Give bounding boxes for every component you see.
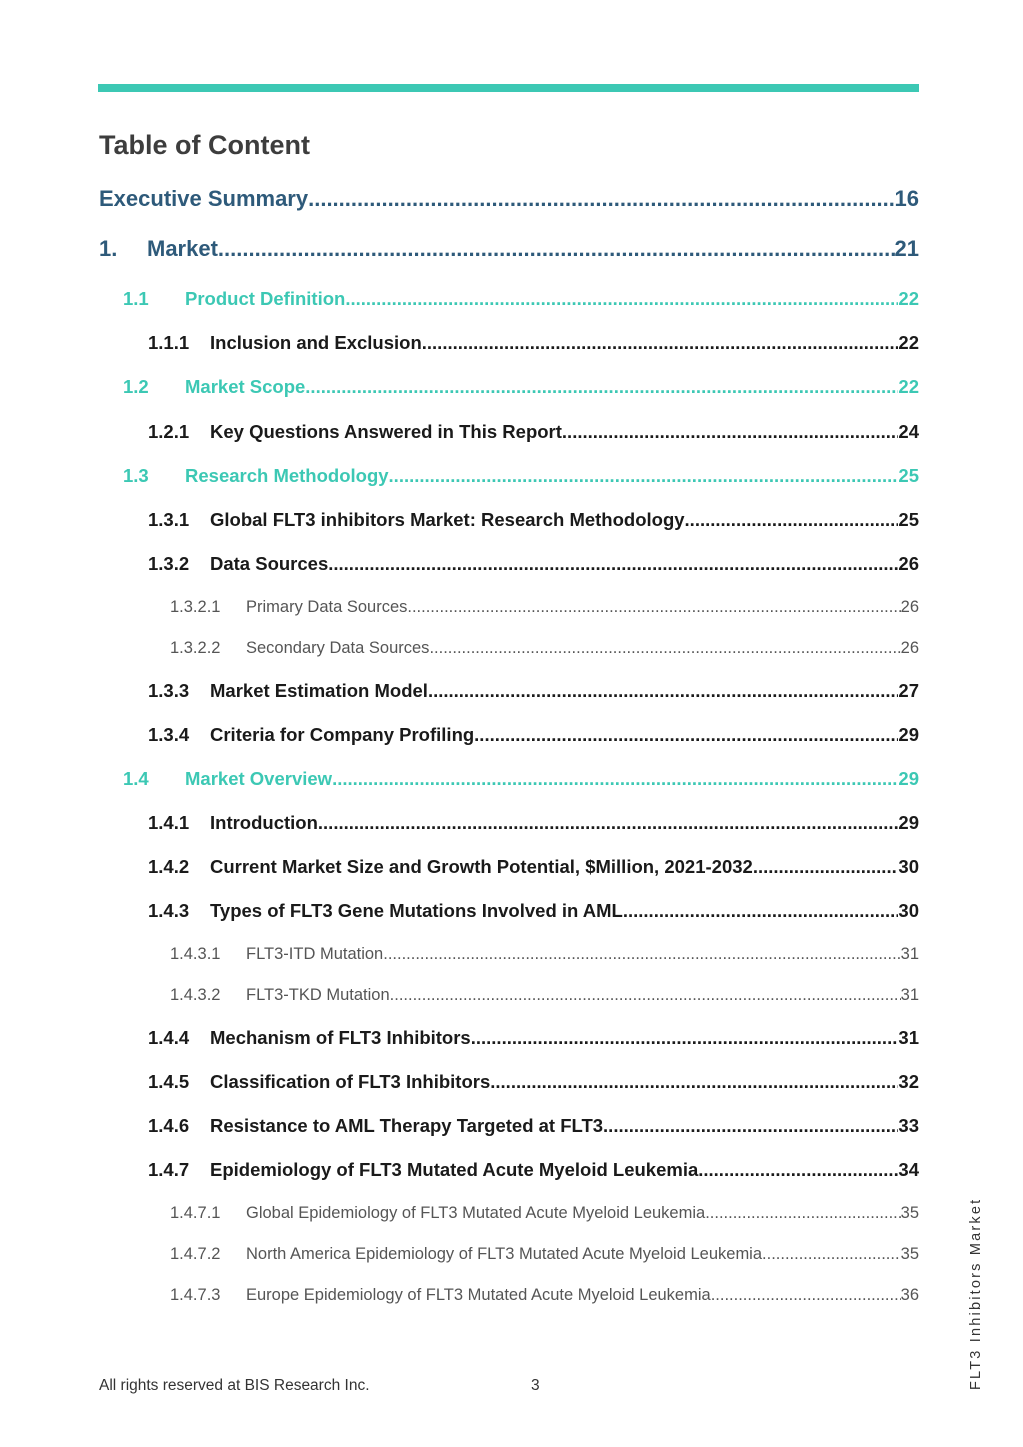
toc-entry-1-2[interactable]: 1.2 Market Scope ..... 22 <box>123 376 919 398</box>
toc-entry-1-4-3-2[interactable]: 1.4.3.2 FLT3-TKD Mutation ..... 31 <box>170 986 919 1005</box>
toc-entry-1-3-2-1[interactable]: 1.3.2.1 Primary Data Sources ..... 26 <box>170 598 919 617</box>
toc-entry-1-3-2[interactable]: 1.3.2 Data Sources ..... 26 <box>148 553 919 575</box>
toc-entry-1-3-3[interactable]: 1.3.3 Market Estimation Model ..... 27 <box>148 680 919 702</box>
toc-entry-1-4-4[interactable]: 1.4.4 Mechanism of FLT3 Inhibitors ..... 31 <box>148 1027 919 1049</box>
toc-entry-executive-summary[interactable]: Executive Summary ..... 16 <box>99 186 919 212</box>
header-accent-bar <box>98 84 919 92</box>
toc-entry-1-4-7[interactable]: 1.4.7 Epidemiology of FLT3 Mutated Acute Myeloid Leukemia ..... 34 <box>148 1159 919 1181</box>
toc-entry-1-3-2-2[interactable]: 1.3.2.2 Secondary Data Sources ..... 26 <box>170 639 919 658</box>
toc-entry-1[interactable]: 1. Market ..... 21 <box>99 236 919 262</box>
toc-entry-1-4-5[interactable]: 1.4.5 Classification of FLT3 Inhibitors ..... 32 <box>148 1071 919 1093</box>
toc-entry-1-1-1[interactable]: 1.1.1 Inclusion and Exclusion ..... 22 <box>148 332 919 354</box>
toc-entry-1-4-6[interactable]: 1.4.6 Resistance to AML Therapy Targeted at FLT3 ..... 33 <box>148 1115 919 1137</box>
toc-entry-1-4-3[interactable]: 1.4.3 Types of FLT3 Gene Mutations Involved in AML ..... 30 <box>148 900 919 922</box>
toc-entry-1-3-4[interactable]: 1.3.4 Criteria for Company Profiling ..... 29 <box>148 724 919 746</box>
toc-entry-1-4[interactable]: 1.4 Market Overview ..... 29 <box>123 768 919 790</box>
toc-entry-1-4-3-1[interactable]: 1.4.3.1 FLT3-ITD Mutation ..... 31 <box>170 945 919 964</box>
footer-copyright: All rights reserved at BIS Research Inc. <box>99 1377 370 1394</box>
toc-entry-1-2-1[interactable]: 1.2.1 Key Questions Answered in This Report ..... 24 <box>148 421 919 443</box>
footer-page-number: 3 <box>531 1377 540 1394</box>
toc-entry-1-1[interactable]: 1.1 Product Definition ..... 22 <box>123 288 919 310</box>
toc-entry-1-4-1[interactable]: 1.4.1 Introduction ..... 29 <box>148 812 919 834</box>
toc-entry-1-3[interactable]: 1.3 Research Methodology ..... 25 <box>123 465 919 487</box>
toc-entry-1-4-7-3[interactable]: 1.4.7.3 Europe Epidemiology of FLT3 Mutated Acute Myeloid Leukemia ..... 36 <box>170 1286 919 1305</box>
toc-entry-1-4-2[interactable]: 1.4.2 Current Market Size and Growth Potential, $Million, 2021-2032 ..... 30 <box>148 856 919 878</box>
toc-entry-1-3-1[interactable]: 1.3.1 Global FLT3 inhibitors Market: Research Methodology ..... 25 <box>148 509 919 531</box>
page-title: Table of Content <box>99 130 310 160</box>
side-report-label: FLT3 Inhibitors Market <box>968 1197 984 1390</box>
toc-entry-1-4-7-2[interactable]: 1.4.7.2 North America Epidemiology of FLT3 Mutated Acute Myeloid Leukemia ..... 35 <box>170 1245 919 1264</box>
toc-entry-1-4-7-1[interactable]: 1.4.7.1 Global Epidemiology of FLT3 Mutated Acute Myeloid Leukemia ..... 35 <box>170 1204 919 1223</box>
